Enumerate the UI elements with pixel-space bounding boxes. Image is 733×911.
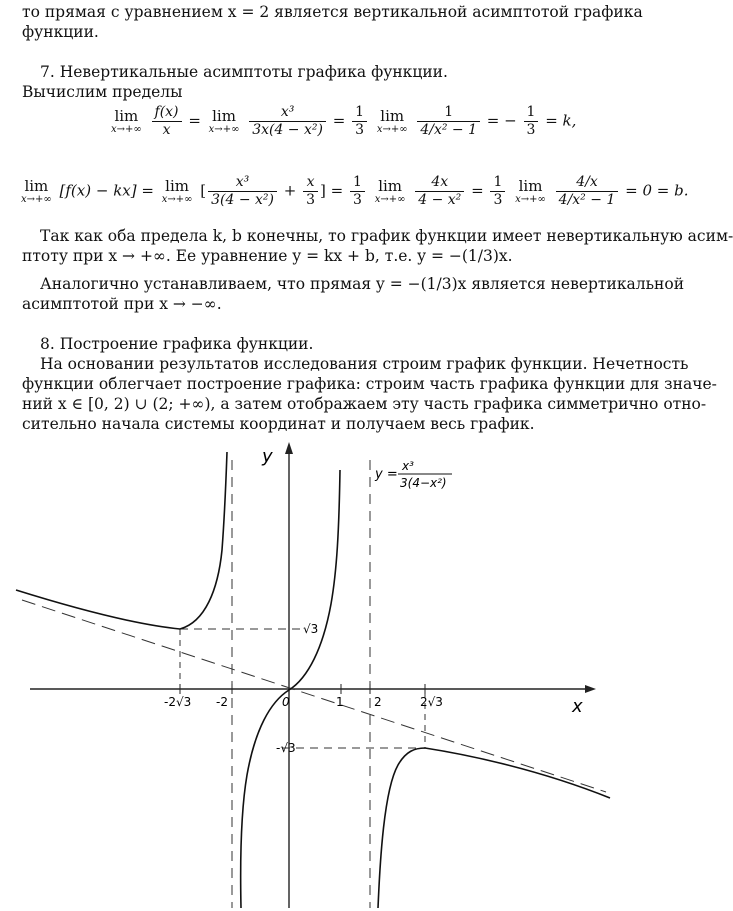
x-axis-arrow — [585, 685, 596, 693]
frac-num: 1 — [490, 174, 505, 192]
frac-den: 3x(4 − x²) — [252, 122, 323, 138]
function-label-y: y = — [375, 467, 398, 482]
curve-right-branch — [378, 748, 610, 908]
frac-den: 4 − x² — [418, 192, 462, 208]
frac-den: x — [162, 122, 171, 138]
section-8-line-1: На основании результатов исследования строим график функции. Нечетность — [40, 355, 689, 373]
frac-den: 4/x² − 1 — [420, 122, 477, 138]
y-axis-label: y — [262, 446, 273, 467]
tick-neg2: -2 — [216, 695, 228, 709]
frac-den: 3 — [353, 192, 362, 208]
eq-sign: = — [486, 111, 500, 130]
lim-label: lim — [378, 177, 403, 195]
lim-sub: x→+∞ — [111, 124, 142, 135]
lim-sub: x→+∞ — [208, 124, 240, 135]
frac-den: 3 — [526, 122, 536, 138]
frac-den: 4/x² − 1 — [558, 192, 616, 208]
analog-line-1: Аналогично устанавливаем, что прямая y = −(1/3)x является невертикальной — [40, 275, 685, 293]
frac-num: 1 — [352, 104, 367, 122]
conclusion-line-1: Так как оба предела k, b конечны, то график функции имеет невертикальную асим- — [40, 227, 733, 245]
frac-num: x³ — [208, 174, 277, 192]
section-8-line-2: функции облегчает построение графика: строим часть графика функции для значе- — [22, 375, 717, 393]
lim-label: lim — [24, 177, 49, 195]
section-7-title: 7. Невертикальные асимптоты графика функции. — [40, 63, 448, 81]
lim-label: lim — [212, 107, 236, 125]
frac-den: 3(4 − x²) — [211, 192, 274, 208]
frac-num: 1 — [350, 174, 365, 192]
lim-label: lim — [165, 177, 189, 195]
formula-lhs: [f(x) − kx] = — [59, 181, 154, 200]
lim-sub: x→+∞ — [376, 124, 408, 135]
frac-num: 1 — [524, 104, 539, 122]
lim-sub: x→+∞ — [161, 194, 193, 205]
eq-sign: = — [188, 111, 201, 130]
function-label-num: x³ — [402, 459, 414, 473]
formula-2 — [18, 174, 688, 209]
function-graph — [0, 440, 642, 911]
x-axis-label: x — [572, 696, 583, 717]
plus-sign: + — [283, 181, 297, 200]
frac-den: 3 — [493, 192, 503, 208]
section-8-title: 8. Построение графика функции. — [40, 335, 314, 353]
lim-sub: x→+∞ — [21, 194, 52, 205]
formula-1 — [108, 104, 576, 139]
text-line-2: функции. — [22, 23, 99, 41]
y-axis-arrow — [285, 442, 293, 454]
frac-den: 3 — [306, 192, 316, 208]
label-neg-sqrt3: -√3 — [276, 741, 296, 755]
analog-line-2: асимптотой при x → −∞. — [22, 295, 222, 313]
label-sqrt3: √3 — [303, 622, 319, 636]
function-label-den: 3(4−x²) — [400, 476, 447, 490]
conclusion-line-2: птоту при x → +∞. Ее уравнение y = kx + b, т.е. y = −(1/3)x. — [22, 247, 513, 265]
formula-result: = 0 = b. — [625, 181, 689, 200]
formula-result: = k, — [545, 111, 577, 130]
tick-1: 1 — [336, 695, 344, 709]
lim-sub: x→+∞ — [515, 194, 546, 205]
eq-sign: = — [332, 111, 346, 130]
section-8-line-3: ний x ∈ [0, 2) ∪ (2; +∞), а затем отображаем эту часть графика симметрично отно- — [22, 395, 707, 413]
lim-label: lim — [114, 107, 139, 125]
tick-0: 0 — [282, 695, 290, 709]
lim-sub: x→+∞ — [374, 194, 406, 205]
lim-label: lim — [518, 177, 543, 195]
bracket-close: ] = — [320, 181, 344, 200]
frac-num: 4x — [415, 174, 464, 192]
curve-left-branch — [16, 452, 227, 629]
lim-label: lim — [380, 107, 405, 125]
section-8-line-4: сительно начала системы координат и получаем весь график. — [22, 415, 535, 433]
frac-num: 4/x — [556, 174, 619, 192]
tick-neg2sqrt3: -2√3 — [164, 695, 192, 709]
frac-num: f(x) — [152, 104, 182, 122]
frac-den: 3 — [355, 122, 365, 138]
tick-2: 2 — [374, 695, 382, 709]
eq-sign: = — [471, 181, 484, 200]
text-line-1: то прямая с уравнением x = 2 является вертикальной асимптотой графика — [22, 3, 643, 21]
frac-num: x³ — [249, 104, 326, 122]
tick-2sqrt3: 2√3 — [420, 695, 443, 709]
bracket-open: [ — [200, 181, 207, 200]
minus-sign: − — [504, 111, 517, 130]
frac-num: 1 — [417, 104, 480, 122]
section-7-intro: Вычислим пределы — [22, 83, 183, 101]
frac-num: x — [303, 174, 318, 192]
